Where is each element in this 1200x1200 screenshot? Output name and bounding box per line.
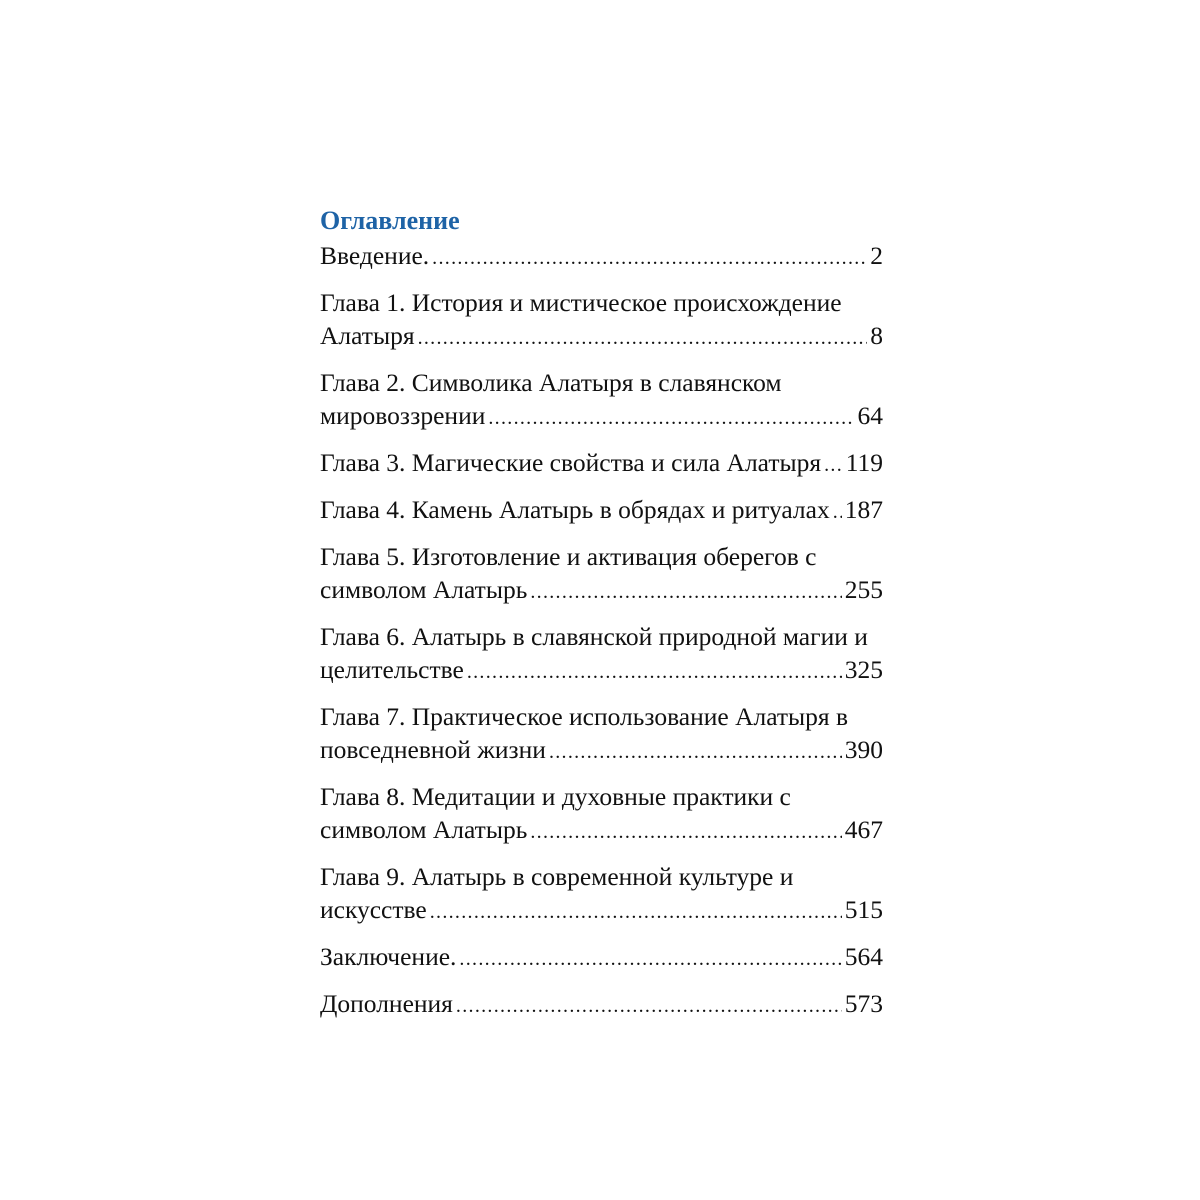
toc-entries xyxy=(320,239,883,1023)
toc-entry-title: искусстве xyxy=(320,895,427,924)
toc-entry-line xyxy=(320,780,883,813)
toc-entry-line xyxy=(320,620,883,653)
dot-leader xyxy=(530,576,841,609)
table-of-contents xyxy=(320,203,883,1034)
dot-leader xyxy=(456,990,842,1023)
dot-leader xyxy=(530,816,841,849)
toc-page-number: 325 xyxy=(844,655,883,684)
toc-entry-line xyxy=(320,573,883,609)
dot-leader xyxy=(833,496,842,529)
toc-page-number: 564 xyxy=(844,942,883,971)
toc-page-number: 255 xyxy=(844,575,883,604)
toc-entry[interactable] xyxy=(320,366,883,435)
toc-page-number: 467 xyxy=(844,815,883,844)
toc-page-number: 573 xyxy=(844,989,883,1018)
toc-entry-title: мировоззрении xyxy=(320,401,486,430)
toc-page-number: 119 xyxy=(845,448,883,477)
toc-entry-line xyxy=(320,286,883,319)
toc-entry-line xyxy=(320,446,883,482)
toc-entry[interactable] xyxy=(320,940,883,976)
toc-entry[interactable] xyxy=(320,780,883,849)
toc-entry-title: Глава 4. Камень Алатырь в обрядах и ритуалах xyxy=(320,495,830,524)
toc-entry-title: повседневной жизни xyxy=(320,735,546,764)
toc-entry-title: Глава 7. Практическое использование Алатыря в xyxy=(320,702,849,731)
toc-page-number: 64 xyxy=(857,401,883,430)
toc-entry-line xyxy=(320,813,883,849)
toc-entry-line xyxy=(320,540,883,573)
dot-leader xyxy=(459,943,841,976)
toc-entry-line xyxy=(320,239,883,275)
toc-entry-line xyxy=(320,860,883,893)
toc-entry[interactable] xyxy=(320,540,883,609)
toc-entry[interactable] xyxy=(320,446,883,482)
toc-entry-title: Глава 1. История и мистическое происхождение xyxy=(320,288,842,317)
toc-entry-title: Глава 9. Алатырь в современной культуре и xyxy=(320,862,794,891)
toc-entry-line xyxy=(320,940,883,976)
toc-entry-title: Глава 8. Медитации и духовные практики с xyxy=(320,782,791,811)
toc-entry-line xyxy=(320,653,883,689)
toc-entry[interactable] xyxy=(320,700,883,769)
toc-entry[interactable] xyxy=(320,239,883,275)
toc-entry-title: целительстве xyxy=(320,655,464,684)
toc-entry-title: символом Алатырь xyxy=(320,575,528,604)
dot-leader xyxy=(418,322,868,355)
toc-entry-line xyxy=(320,893,883,929)
toc-entry-title: Введение. xyxy=(320,241,430,270)
toc-entry-line xyxy=(320,987,883,1023)
toc-entry-title: Глава 3. Магические свойства и сила Алатыря xyxy=(320,448,822,477)
toc-entry-title: Глава 2. Символика Алатыря в славянском xyxy=(320,368,782,397)
toc-page-number: 515 xyxy=(844,895,883,924)
dot-leader xyxy=(824,449,843,482)
toc-page-number: 390 xyxy=(844,735,883,764)
dot-leader xyxy=(467,656,842,689)
toc-entry-line xyxy=(320,366,883,399)
dot-leader xyxy=(430,896,842,929)
toc-entry-line xyxy=(320,700,883,733)
toc-heading: Оглавление xyxy=(320,206,460,235)
dot-leader xyxy=(549,736,842,769)
toc-entry-title: символом Алатырь xyxy=(320,815,528,844)
toc-entry[interactable] xyxy=(320,286,883,355)
toc-page-number: 2 xyxy=(870,241,883,270)
toc-entry-title: Дополнения xyxy=(320,989,453,1018)
toc-entry-line xyxy=(320,319,883,355)
toc-entry-line xyxy=(320,399,883,435)
toc-entry[interactable] xyxy=(320,860,883,929)
toc-entry[interactable] xyxy=(320,620,883,689)
toc-entry-line xyxy=(320,493,883,529)
toc-entry-line xyxy=(320,733,883,769)
toc-entry-title: Алатыря xyxy=(320,321,415,350)
toc-entry[interactable] xyxy=(320,493,883,529)
toc-entry-title: Заключение. xyxy=(320,942,457,971)
toc-entry-title: Глава 6. Алатырь в славянской природной магии и xyxy=(320,622,868,651)
toc-entry-title: Глава 5. Изготовление и активация оберегов с xyxy=(320,542,817,571)
toc-entry[interactable] xyxy=(320,987,883,1023)
toc-page-number: 8 xyxy=(870,321,883,350)
toc-page-number: 187 xyxy=(844,495,883,524)
dot-leader xyxy=(432,242,867,275)
dot-leader xyxy=(488,402,854,435)
